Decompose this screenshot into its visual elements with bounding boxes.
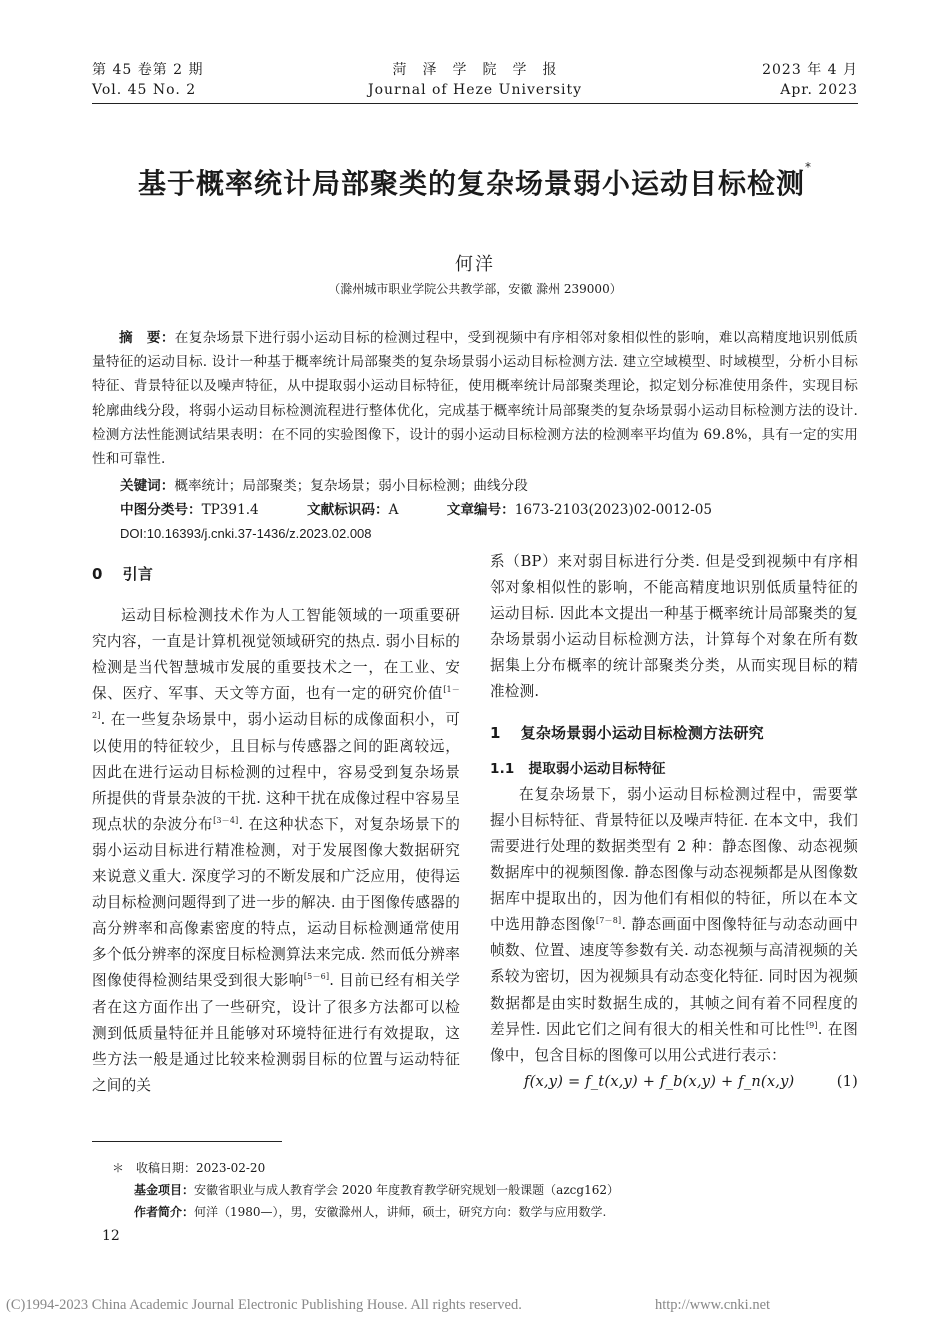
- doi: DOI:10.16393/j.cnki.37-1436/z.2023.02.008: [120, 526, 372, 541]
- citation: [7－8]: [595, 916, 622, 926]
- copyright-notice: (C)1994-2023 China Academic Journal Electronic Publishing House. All rights reserved.: [6, 1297, 522, 1313]
- section-1-number: 1: [490, 723, 501, 742]
- subsection-title: 提取弱小运动目标特征: [528, 760, 666, 777]
- cnki-website: http://www.cnki.net: [655, 1297, 771, 1313]
- right-column: [490, 549, 858, 1095]
- journal-name-cn: 菏 泽 学 院 学 报: [392, 62, 558, 78]
- section-0-title: 引言: [122, 565, 154, 583]
- equation-formula: f(x,y) = f_t(x,y) + f_b(x,y) + f_n(x,y): [524, 1072, 795, 1090]
- citation: [3－4]: [213, 815, 239, 825]
- citation: [9]: [805, 1020, 818, 1030]
- section-1-heading: [490, 720, 858, 746]
- section-1-title: 复杂场景弱小运动目标检测方法研究: [520, 723, 764, 742]
- author-affiliation: （滁州城市职业学院公共教学部，安徽 滁州 239000）: [328, 282, 622, 296]
- clc-line: [120, 498, 712, 522]
- keywords-label: 关键词：: [120, 478, 175, 494]
- features-paragraph: 在复杂场景下，弱小运动目标检测过程中，需要掌握小目标特征、背景特征以及噪声特征. 在本文中，我们需要进行处理的数据类型有 2 种：静态图像、动态视频数据库中的视频图像. 静态图像与动态视频都是从图像数据库中提取出的，因为他们有相似的特征，所以在本文中选用静态图像[7－8]. 静态画面中图像特征与动态动画中帧数、位置、速度等参数有关. 动态视频与高清视频的关系较为密切，因为视频具有动态变化特征. 同时因为视频数据都是由实时数据生成的，其帧之间有着不同程度的差异性. 因此它们之间有很大的相关性和可比性[9]. 在图像中，包含目标的图像可以用公式进行表示：: [490, 785, 858, 1064]
- volume-cn: 第 45 卷第 2 期: [92, 62, 204, 78]
- title-footnote-mark: *: [805, 160, 812, 174]
- abstract: [92, 326, 858, 471]
- doc-code-value: A: [388, 502, 399, 518]
- intro-paragraph: 运动目标检测技术作为人工智能领域的一项重要研究内容，一直是计算机视觉领域研究的热点. 弱小目标的检测是当代智慧城市发展的重要技术之一，在工业、安保、医疗、军事、天文等方面，也有一定的研究价值[1－2]. 在一些复杂场景中，弱小运动目标的成像面积小，可以使用的特征较少，且目标与传感器之间的距离较远，因此在进行运动目标检测的过程中，容易受到复杂场景所提供的背景杂波的干扰. 这种干扰在成像过程中容易呈现点状的杂波分布[3－4]. 在这种状态下，对复杂场景下的弱小运动目标进行精准检测，对于发展图像大数据研究来说意义重大. 深度学习的不断发展和广泛应用，使得运动目标检测问题得到了进一步的解决. 由于图像传感器的高分辨率和高像素密度的特点，运动目标检测通常使用多个低分辨率的深度目标检测算法来完成. 然而低分辨率图像使得检测结果受到很大影响[5－6]. 目前已经有相关学者在这方面作出了一些研究，设计了很多方法都可以检测到低质量特征并且能够对环境特征进行有效提取，这些方法一般是通过比较来检测弱目标的位置与运动特征之间的关: [92, 607, 460, 1094]
- left-column: [92, 561, 460, 1099]
- doc-code-label: 文献标识码：: [307, 502, 389, 518]
- equation-1: [490, 1069, 858, 1095]
- subsection-1-1-heading: [490, 756, 858, 782]
- journal-name-en: Journal of Heze University: [367, 82, 583, 98]
- article-number-value: 1673-2103(2023)02-0012-05: [514, 502, 713, 518]
- section-0-number: 0: [92, 565, 103, 583]
- paper-title: 基于概率统计局部聚类的复杂场景弱小运动目标检测*: [137, 160, 812, 200]
- page-number: 12: [102, 1228, 120, 1244]
- citation: [1－2]: [92, 685, 460, 721]
- header-rule: [92, 103, 858, 104]
- citation: [5－6]: [303, 972, 330, 982]
- article-number-label: 文章编号：: [446, 502, 515, 518]
- footnote-rule: [92, 1141, 282, 1142]
- date-en: Apr. 2023: [780, 82, 858, 98]
- keywords-text: 概率统计；局部聚类；复杂场景；弱小目标检测；曲线分段: [174, 478, 528, 494]
- fund-project: 基金项目：安徽省职业与成人教育学会 2020 年度教育教学研究规划一般课题（azcg162）: [134, 1183, 619, 1197]
- subsection-number: 1.1: [490, 760, 515, 777]
- intro-paragraph-continued: 系（BP）来对弱目标进行分类. 但是受到视频中有序相邻对象相似性的影响，不能高精度地识别低质量特征的运动目标. 因此本文提出一种基于概率统计局部聚类的复杂场景弱小运动目标检测方法，计算每个对象在所有数据集上分布概率的统计部聚类分类，从而实现目标的精准检测.: [490, 553, 858, 701]
- volume-en: Vol. 45 No. 2: [92, 82, 197, 98]
- clc-value: TP391.4: [201, 502, 259, 518]
- date-cn: 2023 年 4 月: [762, 62, 858, 78]
- abstract-text: 在复杂场景下进行弱小运动目标的检测过程中，受到视频中有序相邻对象相似性的影响，难以高精度地识别低质量特征的运动目标. 设计一种基于概率统计局部聚类的复杂场景弱小运动目标检测方法. 建立空域模型、时域模型，分析小目标特征、背景特征以及噪声特征，从中提取弱小运动目标特征，使用概率统计局部聚类理论，拟定划分标准使用条件，实现目标轮廓曲线分段，将弱小运动目标检测流程进行整体优化，完成基于概率统计局部聚类的复杂场景弱小运动目标检测方法的设计. 检测方法性能测试结果表明：在不同的实验图像下，设计的弱小运动目标检测方法的检测率平均值为 69.8%，具有一定的实用性和可靠性.: [92, 330, 858, 468]
- author-name: 何洋: [455, 254, 495, 275]
- section-0-heading: [92, 561, 460, 587]
- author-bio: 作者简介：何洋（1980—），男，安徽滁州人，讲师，硕士，研究方向：数学与应用数学.: [134, 1205, 607, 1219]
- clc-label: 中图分类号：: [120, 502, 202, 518]
- abstract-label: 摘 要：: [119, 330, 175, 346]
- keywords: [120, 474, 528, 498]
- received-date: ＊ 收稿日期：2023-02-20: [112, 1161, 266, 1175]
- equation-number: (1): [836, 1072, 858, 1090]
